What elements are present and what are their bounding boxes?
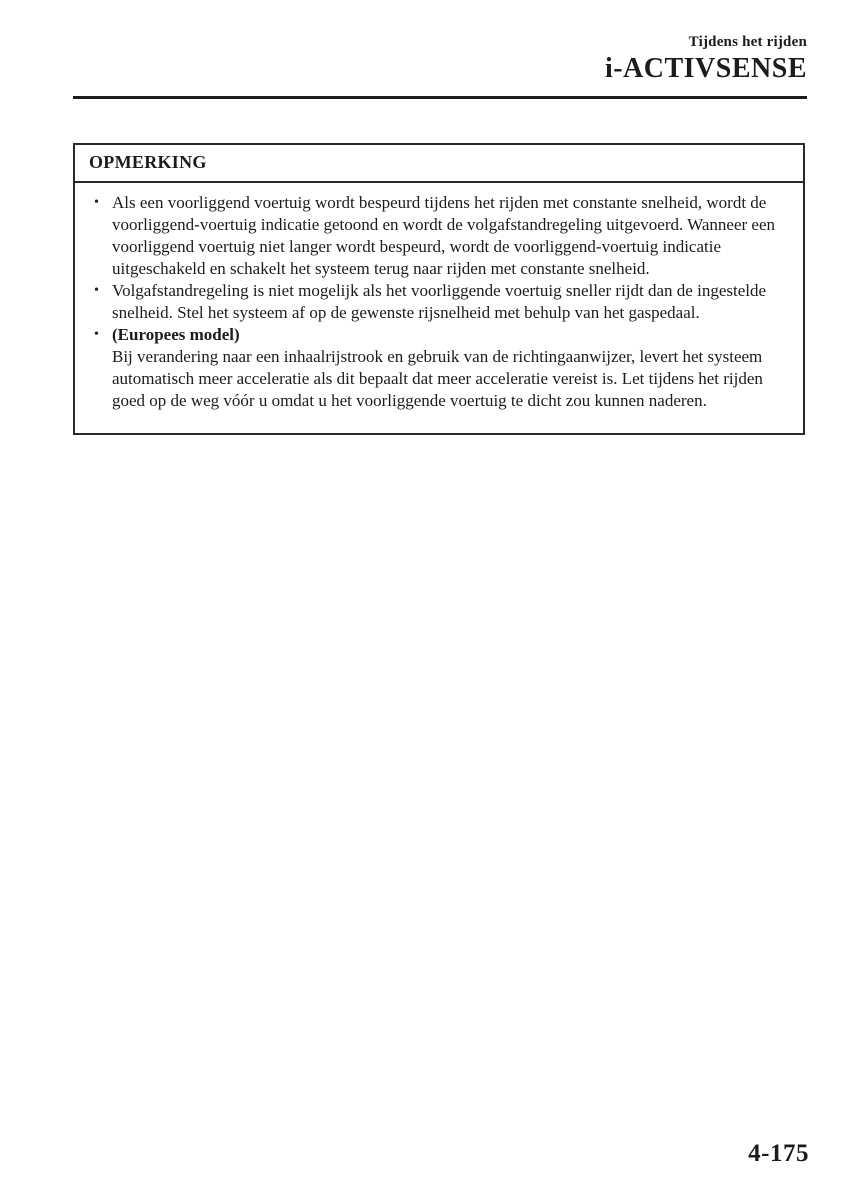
page-header [73, 33, 807, 85]
bullet-dot-icon: • [94, 327, 99, 342]
note-box-title: OPMERKING [75, 145, 803, 183]
note-bullet-text: Bij verandering naar een inhaalrijstrook en gebruik van de richtingaanwijzer, levert het systeem automatisch meer acceleratie als dit bepaalt dat meer acceleratie vereist is. Let tijdens het rijden goed op de weg vóór u omdat u het voorliggende voertuig te dicht zou kunnen naderen. [112, 347, 763, 410]
bullet-dot-icon: • [94, 283, 99, 298]
note-box-body [75, 183, 803, 433]
breadcrumb: Tijdens het rijden [688, 34, 807, 50]
note-box [73, 143, 805, 435]
header-divider-rule [73, 96, 807, 99]
note-bullet [91, 192, 793, 280]
page-title: i-ACTIVSENSE [604, 53, 807, 84]
note-bullet-bold-intro: (Europees model) [112, 325, 240, 344]
note-bullet-text: Als een voorliggend voertuig wordt bespeurd tijdens het rijden met constante snelheid, wordt de voorliggend-voertuig indicatie getoond en wordt de volgafstandregeling uitgevoerd. Wanneer een voorliggend voertuig niet langer wordt bespeurd, wordt de voorliggend-voertuig indicatie uitgeschakeld en schakelt het systeem terug naar rijden met constante snelheid. [112, 193, 775, 278]
bullet-dot-icon: • [94, 195, 99, 210]
note-bullet-text: Volgafstandregeling is niet mogelijk als het voorliggende voertuig sneller rijdt dan de ingestelde snelheid. Stel het systeem af op de gewenste rijsnelheid met behulp van het gaspedaal. [112, 281, 767, 322]
note-bullet-list [91, 192, 793, 412]
note-bullet [91, 324, 793, 412]
note-bullet [91, 280, 793, 324]
page-number: 4-175 [748, 1140, 809, 1167]
